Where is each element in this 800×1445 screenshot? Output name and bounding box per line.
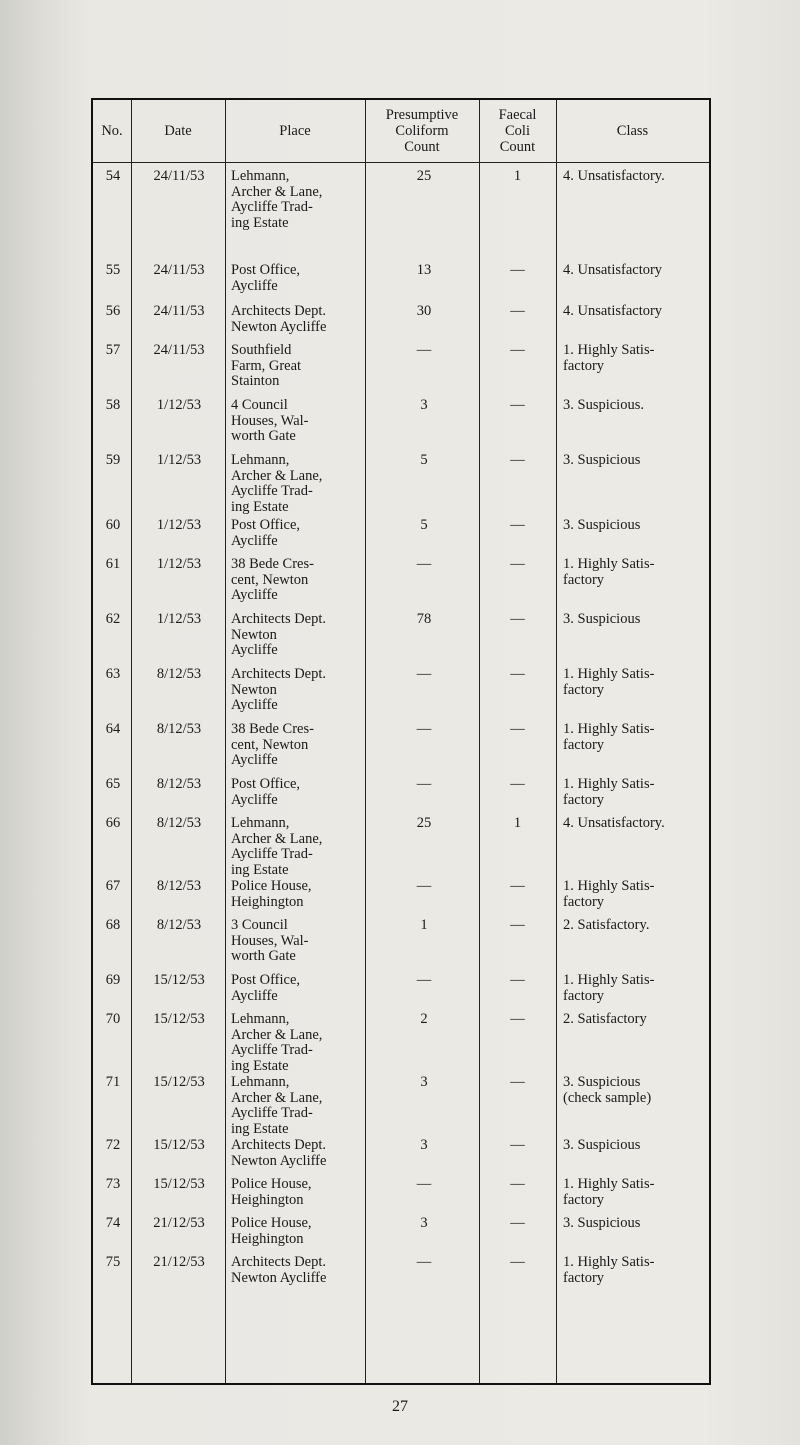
cell-presumptive: —	[416, 342, 432, 358]
cell-presumptive: 78	[416, 611, 432, 627]
cell-faecal: 1	[513, 168, 522, 184]
cell-date: 1/12/53	[156, 452, 202, 468]
results-table	[91, 98, 711, 1385]
cell-no: 69	[105, 972, 121, 988]
column-divider	[556, 100, 557, 1383]
cell-no: 70	[105, 1011, 121, 1027]
cell-place: Lehmann, Archer & Lane, Aycliffe Trad- ing Estate	[231, 815, 323, 878]
cell-faecal: —	[510, 1254, 525, 1270]
cell-presumptive: —	[416, 776, 432, 792]
cell-place: Architects Dept. Newton Aycliffe	[231, 303, 327, 335]
cell-faecal: —	[510, 1215, 525, 1231]
cell-place: 38 Bede Cres- cent, Newton Aycliffe	[231, 721, 314, 769]
header-presumptive-coliform-count: Presumptive Coliform Count	[385, 107, 459, 155]
cell-faecal: —	[510, 1137, 525, 1153]
cell-class: 3. Suspicious	[563, 611, 641, 627]
page-number: 27	[392, 1398, 408, 1415]
cell-date: 8/12/53	[156, 917, 202, 933]
cell-date: 15/12/53	[153, 1074, 205, 1090]
cell-faecal: —	[510, 517, 525, 533]
cell-faecal: —	[510, 611, 525, 627]
cell-place: Southfield Farm, Great Stainton	[231, 342, 302, 390]
cell-class: 1. Highly Satis- factory	[563, 342, 655, 374]
cell-no: 72	[105, 1137, 121, 1153]
cell-place: Lehmann, Archer & Lane, Aycliffe Trad- ing Estate	[231, 168, 323, 231]
cell-date: 1/12/53	[156, 397, 202, 413]
header-class: Class	[616, 123, 649, 139]
cell-no: 63	[105, 666, 121, 682]
cell-presumptive: 2	[420, 1011, 428, 1027]
cell-date: 21/12/53	[153, 1254, 205, 1270]
cell-presumptive: 5	[420, 452, 428, 468]
cell-no: 54	[105, 168, 121, 184]
cell-place: Police House, Heighington	[231, 1176, 312, 1208]
cell-faecal: —	[510, 721, 525, 737]
cell-class: 1. Highly Satis- factory	[563, 666, 655, 698]
cell-place: Police House, Heighington	[231, 878, 312, 910]
cell-class: 1. Highly Satis- factory	[563, 878, 655, 910]
cell-no: 55	[105, 262, 121, 278]
cell-faecal: —	[510, 972, 525, 988]
cell-class: 4. Unsatisfactory.	[563, 168, 665, 184]
cell-presumptive: —	[416, 878, 432, 894]
cell-faecal: —	[510, 878, 525, 894]
cell-date: 1/12/53	[156, 517, 202, 533]
cell-faecal: —	[510, 917, 525, 933]
cell-place: Police House, Heighington	[231, 1215, 312, 1247]
cell-presumptive: 3	[420, 1215, 428, 1231]
cell-class: 1. Highly Satis- factory	[563, 972, 655, 1004]
cell-date: 8/12/53	[156, 878, 202, 894]
cell-class: 3. Suspicious.	[563, 397, 644, 413]
cell-presumptive: 3	[420, 1074, 428, 1090]
cell-faecal: —	[510, 776, 525, 792]
header-date: Date	[164, 123, 192, 139]
header-faecal-coli-count: Faecal Coli Count	[498, 107, 537, 155]
cell-faecal: —	[510, 556, 525, 572]
cell-class: 3. Suspicious	[563, 452, 641, 468]
cell-class: 3. Suspicious	[563, 517, 641, 533]
cell-date: 15/12/53	[153, 1011, 205, 1027]
cell-no: 75	[105, 1254, 121, 1270]
cell-place: Architects Dept. Newton Aycliffe	[231, 1137, 327, 1169]
cell-presumptive: —	[416, 556, 432, 572]
cell-presumptive: —	[416, 666, 432, 682]
header-no: No.	[101, 123, 123, 139]
cell-presumptive: —	[416, 1254, 432, 1270]
cell-no: 58	[105, 397, 121, 413]
cell-place: Architects Dept. Newton Aycliffe	[231, 1254, 327, 1286]
cell-presumptive: —	[416, 721, 432, 737]
cell-place: 38 Bede Cres- cent, Newton Aycliffe	[231, 556, 314, 604]
cell-faecal: 1	[513, 815, 522, 831]
cell-date: 8/12/53	[156, 815, 202, 831]
cell-date: 15/12/53	[153, 1176, 205, 1192]
cell-class: 1. Highly Satis- factory	[563, 1254, 655, 1286]
cell-faecal: —	[510, 1074, 525, 1090]
cell-date: 8/12/53	[156, 666, 202, 682]
cell-presumptive: 5	[420, 517, 428, 533]
header-place: Place	[279, 123, 311, 139]
cell-faecal: —	[510, 452, 525, 468]
cell-no: 74	[105, 1215, 121, 1231]
cell-class: 2. Satisfactory	[563, 1011, 647, 1027]
cell-presumptive: 3	[420, 1137, 428, 1153]
cell-no: 73	[105, 1176, 121, 1192]
cell-date: 21/12/53	[153, 1215, 205, 1231]
cell-date: 24/11/53	[153, 262, 205, 278]
cell-class: 4. Unsatisfactory	[563, 262, 663, 278]
cell-date: 1/12/53	[156, 556, 202, 572]
cell-class: 3. Suspicious	[563, 1215, 641, 1231]
cell-no: 56	[105, 303, 121, 319]
cell-no: 65	[105, 776, 121, 792]
cell-presumptive: 25	[416, 168, 432, 184]
cell-no: 60	[105, 517, 121, 533]
cell-class: 1. Highly Satis- factory	[563, 721, 655, 753]
cell-place: Post Office, Aycliffe	[231, 262, 301, 294]
cell-place: Post Office, Aycliffe	[231, 972, 301, 1004]
cell-place: 3 Council Houses, Wal- worth Gate	[231, 917, 309, 965]
cell-date: 15/12/53	[153, 1137, 205, 1153]
cell-date: 15/12/53	[153, 972, 205, 988]
cell-place: 4 Council Houses, Wal- worth Gate	[231, 397, 309, 445]
cell-presumptive: 1	[420, 917, 428, 933]
cell-class: 4. Unsatisfactory.	[563, 815, 665, 831]
cell-no: 57	[105, 342, 121, 358]
cell-date: 24/11/53	[153, 342, 205, 358]
column-divider	[225, 100, 226, 1383]
cell-presumptive: 13	[416, 262, 432, 278]
cell-date: 1/12/53	[156, 611, 202, 627]
cell-place: Architects Dept. Newton Aycliffe	[231, 611, 327, 659]
cell-no: 67	[105, 878, 121, 894]
cell-place: Post Office, Aycliffe	[231, 776, 301, 808]
cell-class: 1. Highly Satis- factory	[563, 556, 655, 588]
cell-class: 1. Highly Satis- factory	[563, 1176, 655, 1208]
cell-place: Lehmann, Archer & Lane, Aycliffe Trad- ing Estate	[231, 1074, 323, 1137]
cell-presumptive: 3	[420, 397, 428, 413]
cell-faecal: —	[510, 303, 525, 319]
cell-faecal: —	[510, 1176, 525, 1192]
header-divider	[93, 162, 709, 163]
cell-presumptive: —	[416, 1176, 432, 1192]
cell-class: 3. Suspicious (check sample)	[563, 1074, 652, 1106]
cell-no: 71	[105, 1074, 121, 1090]
cell-no: 66	[105, 815, 121, 831]
cell-place: Architects Dept. Newton Aycliffe	[231, 666, 327, 714]
cell-faecal: —	[510, 262, 525, 278]
cell-presumptive: 30	[416, 303, 432, 319]
cell-no: 59	[105, 452, 121, 468]
cell-date: 8/12/53	[156, 721, 202, 737]
cell-no: 68	[105, 917, 121, 933]
cell-class: 4. Unsatisfactory	[563, 303, 663, 319]
cell-faecal: —	[510, 397, 525, 413]
cell-class: 2. Satisfactory.	[563, 917, 650, 933]
cell-no: 61	[105, 556, 121, 572]
cell-faecal: —	[510, 666, 525, 682]
cell-presumptive: —	[416, 972, 432, 988]
cell-no: 64	[105, 721, 121, 737]
cell-class: 1. Highly Satis- factory	[563, 776, 655, 808]
cell-place: Lehmann, Archer & Lane, Aycliffe Trad- ing Estate	[231, 452, 323, 515]
cell-date: 24/11/53	[153, 168, 205, 184]
cell-date: 8/12/53	[156, 776, 202, 792]
cell-no: 62	[105, 611, 121, 627]
cell-date: 24/11/53	[153, 303, 205, 319]
cell-faecal: —	[510, 1011, 525, 1027]
cell-faecal: —	[510, 342, 525, 358]
cell-presumptive: 25	[416, 815, 432, 831]
cell-place: Lehmann, Archer & Lane, Aycliffe Trad- ing Estate	[231, 1011, 323, 1074]
cell-class: 3. Suspicious	[563, 1137, 641, 1153]
cell-place: Post Office, Aycliffe	[231, 517, 301, 549]
